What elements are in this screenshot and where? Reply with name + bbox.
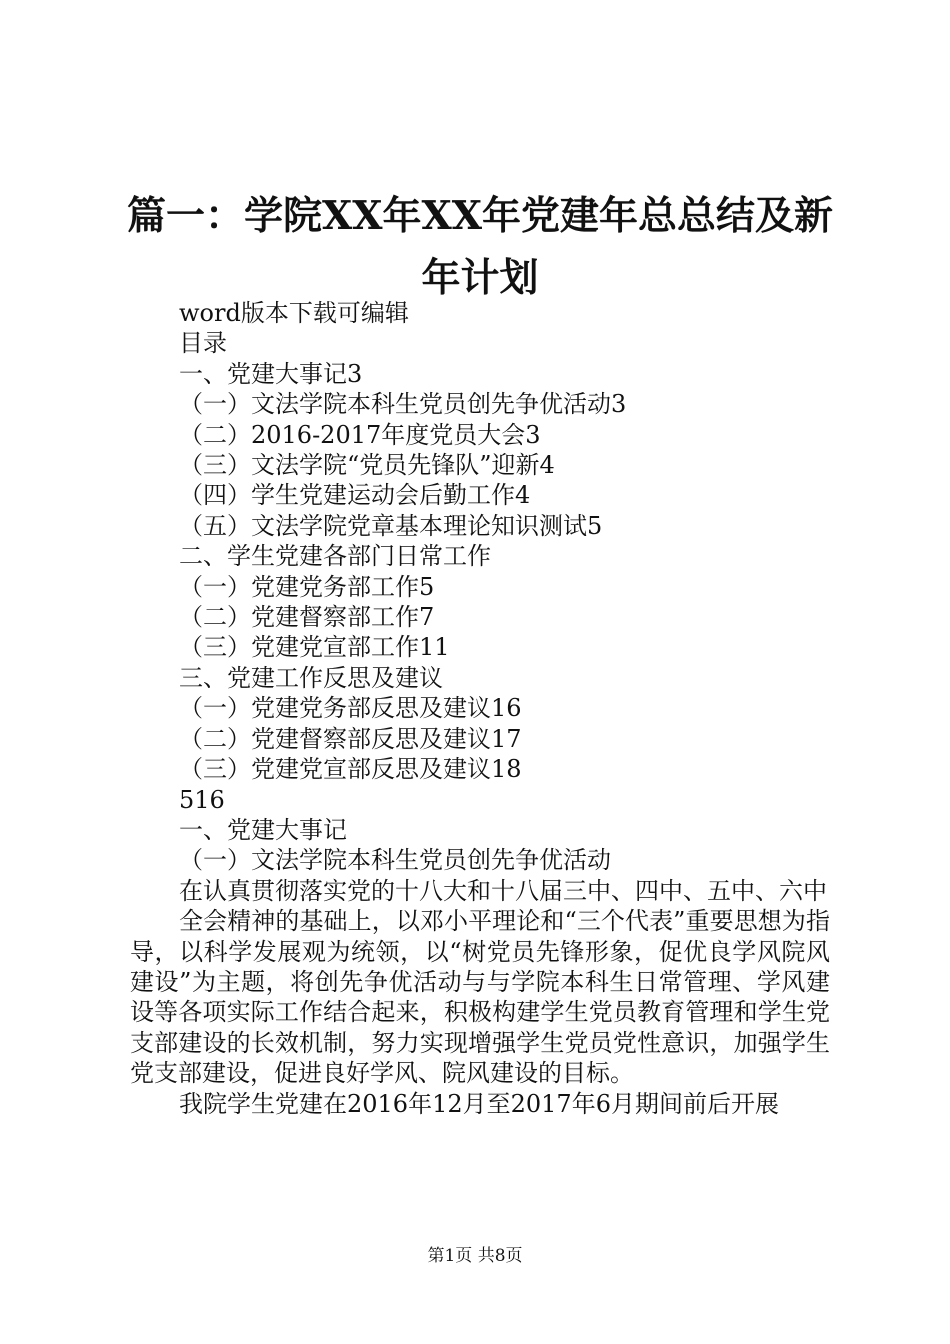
toc-entry: （三）党建党宣部反思及建议18 — [179, 755, 522, 784]
paragraph: 我院学生党建在2016年12月至2017年6月期间前后开展 — [179, 1089, 779, 1118]
document-title: 篇一：学院XX年XX年党建年总总结及新年计划 — [126, 193, 834, 301]
toc-entry: （三）党建党宣部工作11 — [179, 633, 450, 662]
toc-entry: （一）文法学院本科生党员创先争优活动3 — [179, 390, 627, 419]
toc-entry: 一、党建大事记3 — [179, 359, 363, 388]
page-footer: 第1页 共8页 — [427, 1246, 523, 1266]
toc-entry: （二）2016-2017年度党员大会3 — [179, 420, 541, 449]
toc-entry: （四）学生党建运动会后勤工作4 — [179, 481, 531, 510]
paragraph: 全会精神的基础上，以邓小平理论和“三个代表”重要思想为指导，以科学发展观为统领，以“树党员先锋形象，促优良学风院风建设”为主题，将创先争优活动与与学院本科生日常管理、学风建设等各项实际工作结合起来，积极构建学生党员教育管理和学生党支部建设的长效机制，努力实现增强学生党员党性意识，加强学生党支部建设，促进良好学风、院风建设的目标。 — [130, 907, 830, 1088]
toc-heading: 目录 — [179, 329, 227, 358]
toc-entry: （二）党建督察部工作7 — [179, 603, 435, 632]
toc-entry: 三、党建工作反思及建议 — [179, 663, 443, 692]
toc-entry: （一）党建党务部工作5 — [179, 572, 435, 601]
section-heading: 一、党建大事记 — [179, 815, 347, 844]
text-line: word版本下载可编辑 — [179, 299, 409, 327]
toc-entry: 二、学生党建各部门日常工作 — [179, 542, 491, 571]
toc-entry: （三）文法学院“党员先锋队”迎新4 — [179, 451, 555, 480]
toc-entry: （五）文法学院党章基本理论知识测试5 — [179, 511, 603, 540]
paragraph: 在认真贯彻落实党的十八大和十八届三中、四中、五中、六中 — [179, 876, 827, 905]
document-body — [130, 298, 830, 1119]
toc-entry: （一）党建党务部反思及建议16 — [179, 694, 522, 723]
toc-entry: （二）党建督察部反思及建议17 — [179, 724, 522, 753]
subsection-heading: （一）文法学院本科生党员创先争优活动 — [179, 846, 611, 875]
text-line: 516 — [179, 785, 225, 814]
